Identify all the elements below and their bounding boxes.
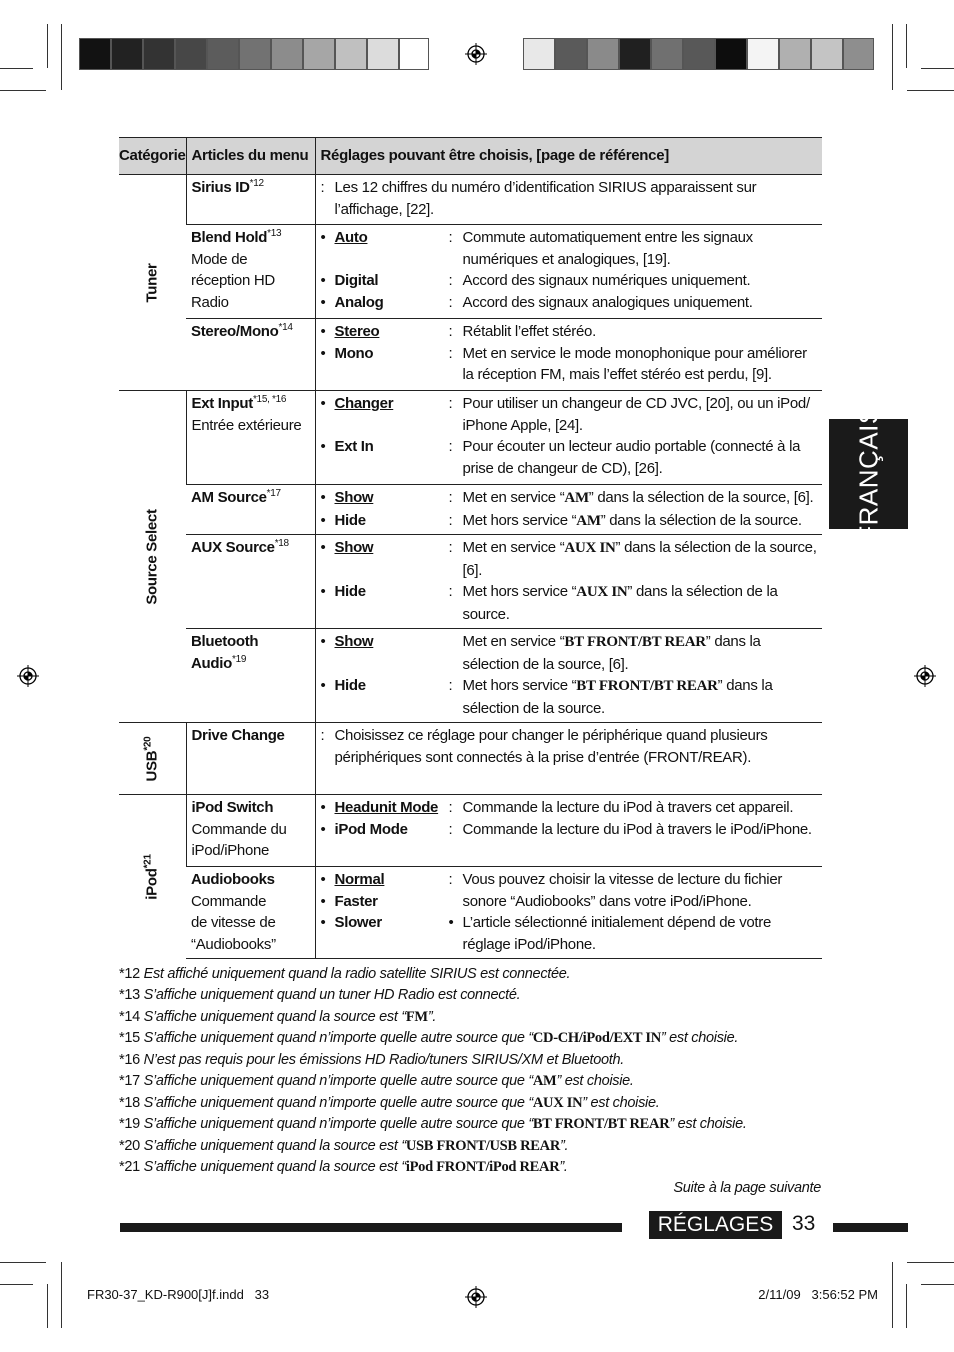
page-number: 33 (792, 1212, 816, 1235)
section-label: RÉGLAGES (649, 1211, 782, 1239)
table-row: USB$^{*20}$ Drive Change : Choisissez ce réglage pour changer le périphérique quand plusieurs périphériques sont connectés à la prise d’entrée (FRONT/REAR). (119, 723, 822, 795)
registration-mark-icon (17, 665, 39, 687)
header-category: Catégorie (119, 138, 186, 175)
registration-mark-icon (465, 1286, 487, 1308)
category-ipod: iPod$^{*21}$ (119, 795, 186, 959)
footer-rule-right (833, 1223, 908, 1232)
category-tuner: Tuner (119, 175, 186, 391)
language-tab: FRANÇAIS (829, 419, 908, 529)
table-row: Stereo/Mono$^{*14}$ • Stereo : Rétablit l’effet stéréo. • Mono : Met en service le mode monophonique pour améliorer la réception FM, mais l’effet stéréo est perdu, [9]. (119, 319, 822, 391)
footer-rule (120, 1223, 622, 1232)
table-row: Audiobooks Commande de vitesse de “Audiobooks” • Normal • Faster • Slower : • Vous pouvez choisir la vitesse de lecture du fichier sonore “Audiobooks” dans votre iPod/iPhone. L’article sélectionné initialement dépend de votre réglage iPod/iPhone. (119, 867, 822, 959)
category-source-select: Source Select (119, 391, 186, 723)
header-settings: Réglages pouvant être choisis, [page de référence] (315, 138, 822, 175)
table-row: Bluetooth Audio$^{*19}$ • Show Met en service “BT FRONT/BT REAR” dans la sélection de la source, [6]. • Hide : Met hors service “BT FRONT/BT REAR” dans la sélection de la source. (119, 629, 822, 723)
table-header-row (119, 138, 822, 175)
registration-mark-icon (914, 665, 936, 687)
registration-mark-icon (465, 43, 487, 65)
category-usb: USB$^{*20}$ (119, 723, 186, 795)
table-row: Blend Hold$^{*13}$ Mode de réception HD Radio • Auto : Commute automatiquement entre les signaux numériques et analogiques, [19]. • Digital : Accord des signaux numériques uniquement. • Analog : Accord des signaux analogiques uniquement. (119, 225, 822, 319)
table-row: Tuner Sirius ID$^{*12}$ : Les 12 chiffres du numéro d’identification SIRIUS apparaissent sur l’affichage, [22]. (119, 175, 822, 225)
continued-note: Suite à la page suivante (673, 1180, 821, 1196)
header-items: Articles du menu (186, 138, 315, 175)
table-row: AM Source$^{*17}$ • Show : Met en service “AM” dans la sélection de la source, [6]. • Hide : Met hors service “AM” dans la sélection de la source. (119, 485, 822, 535)
slug-file: FR30-37_KD-R900[J]f.indd 33 (87, 1287, 270, 1302)
settings-table (119, 137, 822, 959)
table-row: Source Select Ext Input$^{*15, *16}$ Entrée extérieure • Changer : Pour utiliser un changeur de CD JVC, [20], ou un iPod/ iPhone Apple, [24]. • Ext In : Pour écouter un lecteur audio portable (connecté à la prise de changeur de CD), [26]. (119, 391, 822, 485)
slug-date: 2/11/09 3:56:52 PM (758, 1287, 878, 1302)
table-row: AUX Source$^{*18}$ • Show : Met en service “AUX IN” dans la sélection de la source, [6]. • Hide : Met hors service “AUX IN” dans la sélection de la source. (119, 535, 822, 629)
table-row: iPod$^{*21}$ iPod Switch Commande du iPod/iPhone • Headunit Mode : Commande la lecture du iPod à travers cet appareil. • iPod Mode : Commande la lecture du iPod à travers le iPod/iPhone. (119, 795, 822, 867)
